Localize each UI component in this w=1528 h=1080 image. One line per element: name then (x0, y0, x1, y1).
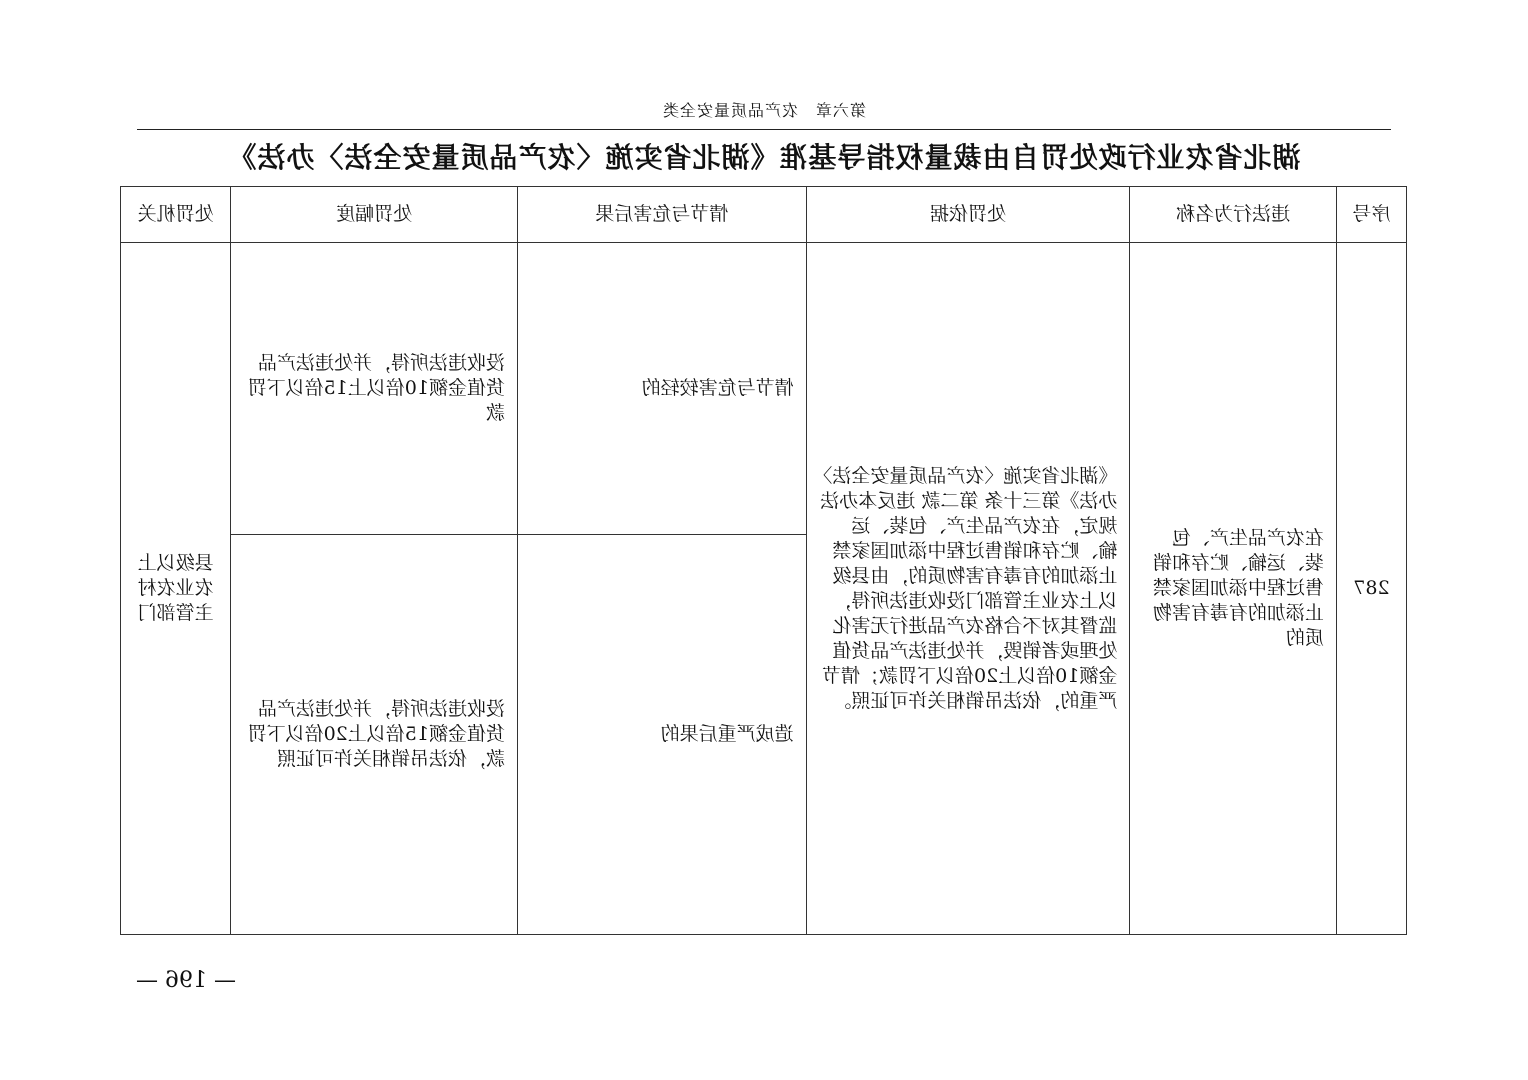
table-header-row (121, 187, 1407, 243)
running-head: 第六章 农产品质量安全类 (662, 101, 867, 120)
document-title: 湖北省农业行政处罚自由裁量权指导基准《湖北省实施〈农产品质量安全法〉办法》 (227, 141, 1301, 174)
header-circumstance: 情节与危害后果 (517, 187, 806, 243)
header-rule (137, 129, 1391, 130)
header-violation: 违法行为名称 (1130, 187, 1336, 243)
page-number: — 196 — (136, 968, 236, 993)
penalty-table (120, 186, 1407, 935)
cell-basis: 《湖北省实施〈农产品质量安全法〉办法》第三十条 第二款 违反本办法规定，在农产品生产、包装、运输、贮存和销售过程中添加国家禁止添加的有毒有害物质的，由县级以上农业主管部门没收违法所得，监督其对不合格农产品进行无害化处理或者销毁，并处违法产品货值金额10倍以上20倍以下罚款；情节严重的，依法吊销相关许可证照。 (806, 243, 1130, 935)
cell-agency: 县级以上农业农村主管部门 (121, 243, 231, 935)
header-penalty: 处罚幅度 (231, 187, 518, 243)
cell-violation: 在农产品生产、包装、运输、贮存和销售过程中添加国家禁止添加的有毒有害物质的 (1130, 243, 1336, 935)
header-seq: 序号 (1336, 187, 1406, 243)
cell-penalty-severe: 没收违法所得，并处违法产品货值金额15倍以上20倍以下罚款，依法吊销相关许可证照 (231, 535, 518, 935)
cell-seq: 287 (1336, 243, 1406, 935)
cell-circumstance-severe: 造成严重后果的 (517, 535, 806, 935)
cell-penalty-light: 没收违法所得，并处违法产品货值金额10倍以上15倍以下罚款 (231, 243, 518, 535)
header-agency: 处罚机关 (121, 187, 231, 243)
table-row (121, 243, 1407, 535)
cell-circumstance-light: 情节与危害较轻的 (517, 243, 806, 535)
header-basis: 处罚依据 (806, 187, 1130, 243)
